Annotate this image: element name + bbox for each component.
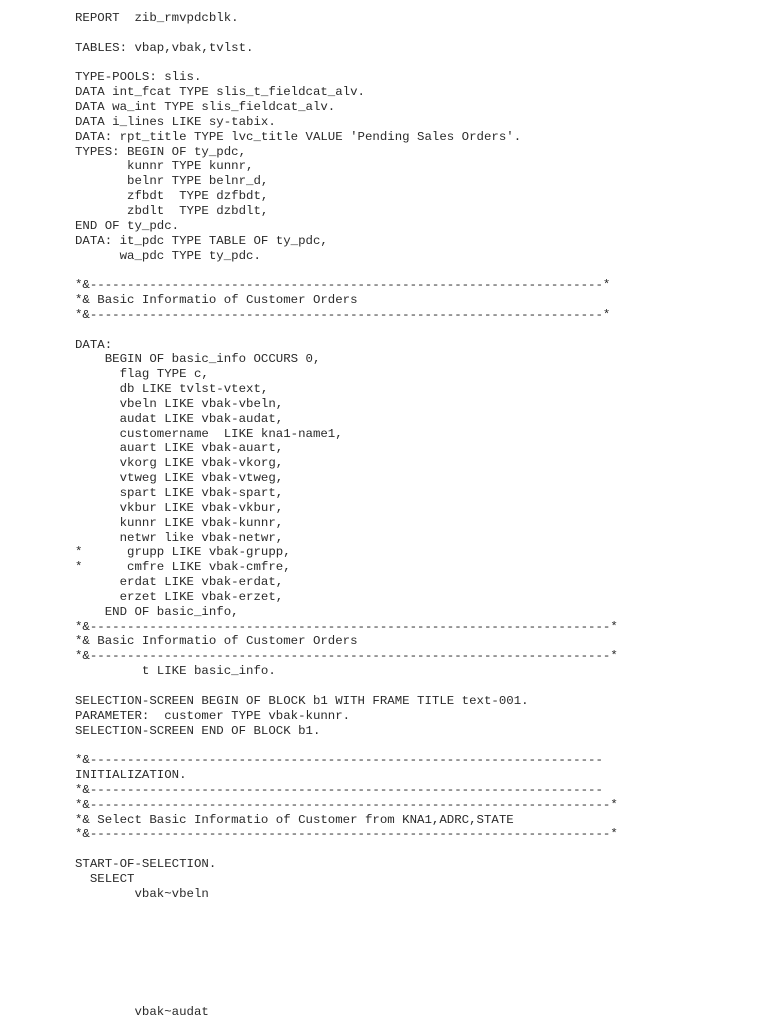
code-line: vkbur LIKE vbak-vkbur, bbox=[75, 500, 284, 515]
code-line: kunnr TYPE kunnr, bbox=[75, 159, 254, 174]
code-line: erzet LIKE vbak-erzet, bbox=[75, 589, 284, 604]
code-line: * cmfre LIKE vbak-cmfre, bbox=[75, 560, 291, 575]
code-line: TYPES: BEGIN OF ty_pdc, bbox=[75, 144, 247, 159]
code-line: * grupp LIKE vbak-grupp, bbox=[75, 545, 291, 560]
code-line: *&----------------------------------------------------------------------* bbox=[75, 827, 618, 842]
code-line: spart LIKE vbak-spart, bbox=[75, 486, 284, 500]
code-line: SELECTION-SCREEN BEGIN OF BLOCK b1 WITH FRAME TITLE text-001. bbox=[75, 693, 529, 708]
code-line: REPORT zib_rmvpdcblk. bbox=[75, 11, 239, 25]
code-line: flag TYPE c, bbox=[75, 367, 209, 382]
code-line: PARAMETER: customer TYPE vbak-kunnr. bbox=[75, 708, 351, 723]
code-line: DATA: bbox=[75, 337, 113, 352]
code-line: audat LIKE vbak-audat, bbox=[75, 411, 284, 426]
code-line bbox=[75, 842, 618, 857]
code-line: *& Basic Informatio of Customer Orders bbox=[75, 293, 358, 308]
code-line: TABLES: vbap,vbak,tvlst. bbox=[75, 40, 254, 55]
code-line: *&--------------------------------------------------------------------- bbox=[75, 782, 603, 797]
code-line: *&----------------------------------------------------------------------* bbox=[75, 649, 618, 664]
code-line: *&---------------------------------------------------------------------* bbox=[75, 278, 611, 293]
code-line: DATA: rpt_title TYPE lvc_title VALUE 'Pending Sales Orders'. bbox=[75, 129, 522, 144]
code-line: wa_pdc TYPE ty_pdc. bbox=[75, 248, 261, 263]
code-line: *&---------------------------------------------------------------------* bbox=[75, 307, 611, 322]
code-line: kunnr LIKE vbak-kunnr, bbox=[75, 515, 284, 530]
code-line-tail: vbak~audat bbox=[75, 1005, 209, 1019]
code-line: *&----------------------------------------------------------------------* bbox=[75, 797, 618, 812]
code-line: END OF basic_info, bbox=[75, 604, 239, 619]
code-line: *&--------------------------------------------------------------------- bbox=[75, 753, 603, 768]
code-line: DATA wa_int TYPE slis_fieldcat_alv. bbox=[75, 100, 336, 115]
code-line bbox=[75, 56, 618, 71]
code-line: SELECT bbox=[75, 871, 135, 886]
code-line bbox=[75, 323, 618, 338]
code-line: DATA i_lines LIKE sy-tabix. bbox=[75, 114, 276, 129]
code-line: END OF ty_pdc. bbox=[75, 218, 180, 233]
code-line: DATA int_fcat TYPE slis_t_fieldcat_alv. bbox=[75, 85, 365, 100]
code-line: auart LIKE vbak-auart, bbox=[75, 441, 284, 456]
code-line: belnr TYPE belnr_d, bbox=[75, 174, 269, 189]
code-line: SELECTION-SCREEN END OF BLOCK b1. bbox=[75, 723, 321, 738]
code-line bbox=[75, 26, 618, 41]
code-line: erdat LIKE vbak-erdat, bbox=[75, 575, 284, 590]
code-line: t LIKE basic_info. bbox=[75, 664, 276, 679]
code-line: customername LIKE kna1-name1, bbox=[75, 426, 343, 441]
abap-source-code bbox=[75, 11, 618, 902]
code-line bbox=[75, 263, 618, 278]
code-line: zfbdt TYPE dzfbdt, bbox=[75, 189, 269, 204]
code-line: netwr like vbak-netwr, bbox=[75, 530, 284, 545]
code-line: *& Basic Informatio of Customer Orders bbox=[75, 634, 358, 649]
code-line: *& Select Basic Informatio of Customer from KNA1,ADRC,STATE bbox=[75, 812, 514, 827]
code-line: TYPE-POOLS: slis. bbox=[75, 70, 202, 85]
code-line: BEGIN OF basic_info OCCURS 0, bbox=[75, 352, 321, 367]
code-line: DATA: it_pdc TYPE TABLE OF ty_pdc, bbox=[75, 233, 328, 248]
code-line bbox=[75, 738, 618, 753]
code-line: vkorg LIKE vbak-vkorg, bbox=[75, 456, 284, 471]
code-line: vbak~vbeln bbox=[75, 886, 209, 901]
code-line: zbdlt TYPE dzbdlt, bbox=[75, 203, 269, 218]
code-line: START-OF-SELECTION. bbox=[75, 857, 217, 872]
code-line bbox=[75, 679, 618, 694]
code-line: vtweg LIKE vbak-vtweg, bbox=[75, 471, 284, 486]
code-line: db LIKE tvlst-vtext, bbox=[75, 382, 269, 397]
code-line: *&----------------------------------------------------------------------* bbox=[75, 619, 618, 634]
code-line: INITIALIZATION. bbox=[75, 768, 187, 783]
code-line: vbeln LIKE vbak-vbeln, bbox=[75, 396, 284, 411]
